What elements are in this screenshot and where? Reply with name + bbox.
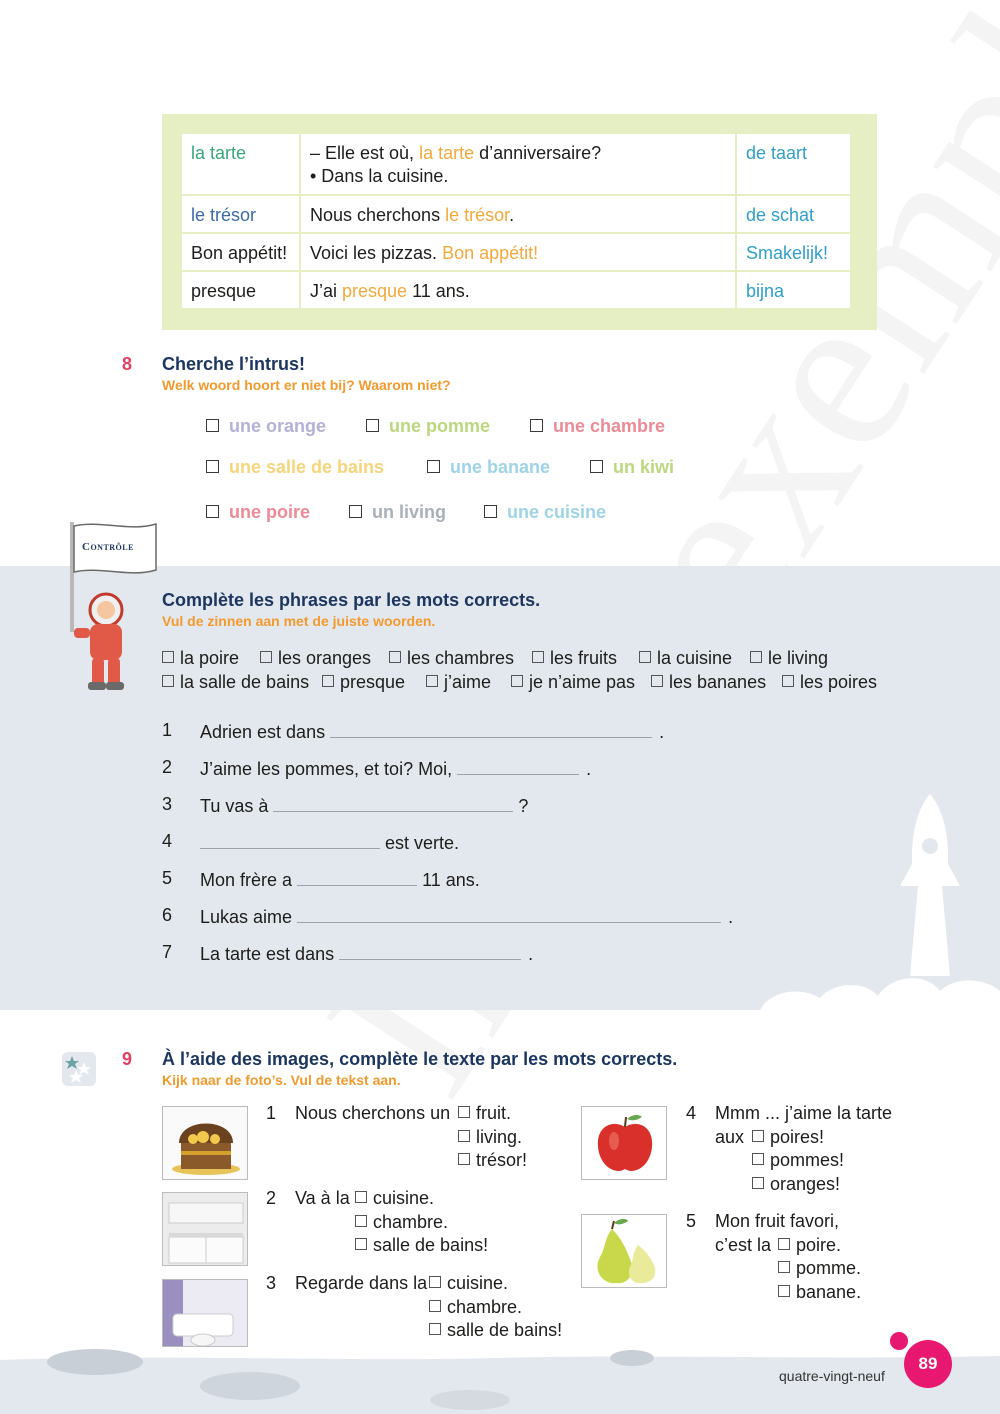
vocab-fr: la tarte	[182, 134, 299, 194]
sentence-number: 4	[162, 831, 173, 851]
checkbox[interactable]	[458, 1153, 470, 1165]
intrus-option[interactable]: une orange	[206, 416, 326, 437]
item-number: 2	[266, 1188, 277, 1208]
word-option[interactable]: les fruits	[532, 648, 617, 669]
vocab-fr: presque	[182, 272, 299, 308]
exercise-subtitle: Kijk naar de foto’s. Vul de tekst aan.	[162, 1072, 401, 1088]
word-option[interactable]: la cuisine	[639, 648, 732, 669]
intrus-option[interactable]: une salle de bains	[206, 457, 384, 478]
word-option[interactable]: les oranges	[260, 648, 371, 669]
apple-image	[581, 1106, 667, 1180]
checkbox[interactable]	[355, 1191, 367, 1203]
vocab-nl: de taart	[737, 134, 850, 194]
vocab-example: – Elle est où, la tarte d’anniversaire? • Dans la cuisine.	[301, 134, 735, 194]
choice-option[interactable]: salle de bains!	[355, 1234, 488, 1258]
intrus-option[interactable]: une chambre	[530, 416, 665, 437]
choice-option[interactable]: oranges!	[752, 1173, 840, 1197]
checkbox[interactable]	[458, 1106, 470, 1118]
checkbox[interactable]	[260, 651, 272, 663]
word-option[interactable]: le living	[750, 648, 828, 669]
word-option[interactable]: la poire	[162, 648, 239, 669]
word-option[interactable]: la salle de bains	[162, 672, 309, 693]
checkbox[interactable]	[427, 460, 440, 473]
word-option[interactable]: les poires	[782, 672, 877, 693]
vocab-fr: le trésor	[182, 196, 299, 232]
sentence-number: 1	[162, 720, 173, 740]
checkbox[interactable]	[429, 1323, 441, 1335]
page-number-words: quatre-vingt-neuf	[779, 1368, 885, 1384]
intrus-option[interactable]: un kiwi	[590, 457, 674, 478]
intrus-option[interactable]: un living	[349, 502, 446, 523]
checkbox[interactable]	[426, 675, 438, 687]
item-number: 4	[686, 1103, 697, 1123]
choice-option[interactable]: living.	[458, 1126, 522, 1150]
vocab-nl: Smakelijk!	[737, 234, 850, 270]
checkbox[interactable]	[206, 419, 219, 432]
vocab-row	[182, 196, 850, 232]
checkbox[interactable]	[511, 675, 523, 687]
checkbox[interactable]	[782, 675, 794, 687]
vocab-example: Voici les pizzas. Bon appétit!	[301, 234, 735, 270]
vocab-row	[182, 234, 850, 270]
rocket-icon	[760, 786, 1000, 1010]
item-lead: c’est la	[715, 1235, 772, 1255]
checkbox[interactable]	[206, 460, 219, 473]
checkbox[interactable]	[429, 1300, 441, 1312]
checkbox[interactable]	[389, 651, 401, 663]
vocab-row	[182, 272, 850, 308]
item-lead: Mmm ... j’aime la tarte	[715, 1103, 893, 1123]
exercise-subtitle: Welk woord hoort er niet bij? Waarom niet?	[162, 377, 451, 393]
item-number: 1	[266, 1103, 277, 1123]
sentence: La tarte est dans .	[200, 944, 534, 964]
choice-option[interactable]: fruit.	[458, 1102, 511, 1126]
choice-option[interactable]: chambre.	[429, 1296, 522, 1320]
sentence-number: 5	[162, 868, 173, 888]
checkbox[interactable]	[752, 1177, 764, 1189]
vocab-example: Nous cherchons le trésor.	[301, 196, 735, 232]
checkbox[interactable]	[484, 505, 497, 518]
checkbox[interactable]	[778, 1238, 790, 1250]
intrus-option[interactable]: une poire	[206, 502, 310, 523]
vocab-box	[162, 114, 877, 330]
choice-option[interactable]: banane.	[778, 1281, 861, 1305]
choice-option[interactable]: poire.	[778, 1234, 841, 1258]
choice-option[interactable]: pomme.	[778, 1257, 861, 1281]
word-option[interactable]: je n’aime pas	[511, 672, 635, 693]
item-lead: Nous cherchons un	[295, 1103, 451, 1123]
controle-flag-label: Contrôle	[82, 541, 134, 553]
checkbox[interactable]	[349, 505, 362, 518]
intrus-option[interactable]: une pomme	[366, 416, 490, 437]
controle-title: Complète les phrases par les mots corrects.	[162, 590, 541, 610]
answer-blank[interactable]	[200, 831, 380, 849]
item-lead: aux	[715, 1127, 745, 1147]
answer-blank[interactable]	[339, 942, 521, 960]
choice-option[interactable]: chambre.	[355, 1211, 448, 1235]
pear-image	[581, 1214, 667, 1288]
sentence: Lukas aime .	[200, 907, 734, 927]
intrus-option[interactable]: une cuisine	[484, 502, 606, 523]
checkbox[interactable]	[322, 675, 334, 687]
choice-option[interactable]: cuisine.	[429, 1272, 508, 1296]
answer-blank[interactable]	[297, 905, 721, 923]
item-lead: Va à la	[295, 1188, 350, 1208]
checkbox[interactable]	[355, 1215, 367, 1227]
checkbox[interactable]	[206, 505, 219, 518]
sentence: Tu vas à ?	[200, 796, 529, 816]
checkbox[interactable]	[458, 1130, 470, 1142]
checkbox[interactable]	[530, 419, 543, 432]
vocab-nl: de schat	[737, 196, 850, 232]
choice-option[interactable]: salle de bains!	[429, 1319, 562, 1343]
answer-blank[interactable]	[330, 720, 652, 738]
checkbox[interactable]	[639, 651, 651, 663]
word-option[interactable]: les chambres	[389, 648, 514, 669]
checkbox[interactable]	[162, 675, 174, 687]
answer-blank[interactable]	[457, 757, 579, 775]
page-number-blob	[890, 1332, 908, 1350]
checkbox[interactable]	[162, 651, 174, 663]
word-option[interactable]: j’aime	[426, 672, 491, 693]
checkbox[interactable]	[429, 1276, 441, 1288]
choice-option[interactable]: trésor!	[458, 1149, 527, 1173]
stars-icon	[62, 1052, 96, 1086]
checkbox[interactable]	[355, 1238, 367, 1250]
checkbox[interactable]	[750, 651, 762, 663]
vocab-row	[182, 134, 850, 194]
page-number: 89	[904, 1340, 952, 1388]
sentence: est verte.	[200, 831, 459, 854]
word-option[interactable]: les bananes	[651, 672, 766, 693]
checkbox[interactable]	[752, 1130, 764, 1142]
item-lead: Regarde dans la	[295, 1273, 428, 1293]
sentence: Adrien est dans .	[200, 722, 665, 742]
sentence: Mon frère a 11 ans.	[200, 870, 480, 890]
exercise-number: 8	[122, 354, 133, 374]
choice-option[interactable]: pommes!	[752, 1149, 844, 1173]
exercise-title: À l’aide des images, complète le texte par les mots corrects.	[162, 1049, 678, 1069]
kitchen-image	[162, 1192, 248, 1266]
vocab-nl: bijna	[737, 272, 850, 308]
sentence-number: 7	[162, 942, 173, 962]
item-number: 3	[266, 1273, 277, 1293]
answer-blank[interactable]	[273, 794, 513, 812]
answer-blank[interactable]	[297, 868, 417, 886]
vocab-example: J’ai presque 11 ans.	[301, 272, 735, 308]
treasure-chest-image	[162, 1106, 248, 1180]
checkbox[interactable]	[532, 651, 544, 663]
checkbox[interactable]	[778, 1261, 790, 1273]
intrus-option[interactable]: une banane	[427, 457, 550, 478]
choice-option[interactable]: cuisine.	[355, 1187, 434, 1211]
bathroom-image	[162, 1279, 248, 1347]
checkbox[interactable]	[778, 1285, 790, 1297]
sentence-number: 6	[162, 905, 173, 925]
vocab-fr: Bon appétit!	[182, 234, 299, 270]
checkbox[interactable]	[366, 419, 379, 432]
word-option[interactable]: presque	[322, 672, 405, 693]
exercise-title: Cherche l’intrus!	[162, 354, 306, 374]
sentence: J’aime les pommes, et toi? Moi, .	[200, 759, 592, 779]
checkbox[interactable]	[590, 460, 603, 473]
sentence-number: 3	[162, 794, 173, 814]
item-number: 5	[686, 1211, 697, 1231]
sentence-number: 2	[162, 757, 173, 777]
checkbox[interactable]	[752, 1153, 764, 1165]
choice-option[interactable]: poires!	[752, 1126, 824, 1150]
item-lead: Mon fruit favori,	[715, 1211, 840, 1231]
controle-subtitle: Vul de zinnen aan met de juiste woorden.	[162, 613, 436, 629]
exercise-number: 9	[122, 1049, 133, 1069]
checkbox[interactable]	[651, 675, 663, 687]
